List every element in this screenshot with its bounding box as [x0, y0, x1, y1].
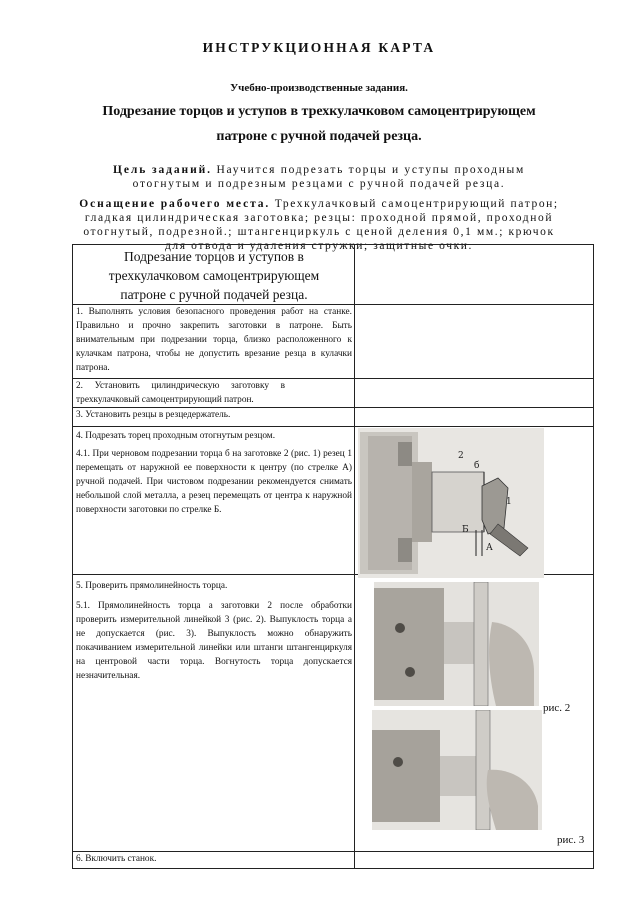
step-4-title: 4. Подрезать торец проходным отогнутым резцом.: [76, 431, 276, 441]
figure-1-label-bb: Б: [462, 525, 469, 535]
step-3-empty-cell: [355, 408, 594, 427]
step-1-cell: 1. Выполнять условия безопасного проведения работ на станке. Правильно и прочно закрепить заготовки в патроне. Быть внимательным при подрезании торца, близко расположенного к кулачкам патрона, чтобы не допустить врезание резца в кулачки патрона.: [73, 305, 355, 379]
table-header-empty-cell: [355, 245, 594, 305]
step-6-cell: 6. Включить станок.: [73, 852, 355, 869]
step-5-cell: [73, 575, 355, 852]
document-subtitle: Учебно-производственные задания.: [230, 82, 408, 94]
figure-1-label-2: 2: [458, 451, 464, 461]
step-2-empty-cell: [355, 379, 594, 408]
topic-heading-line-2: патроне с ручной подачей резца.: [216, 129, 422, 144]
step-2-line-1: 2. Установить цилиндрическую заготовку в: [76, 381, 285, 391]
step-2-line-2: трехкулачковый самоцентрирующий патрон.: [76, 395, 254, 405]
equipment-text-4: для отвода и удаления стружки; защитные очки.: [164, 240, 474, 252]
figure-1-label-a: А: [486, 543, 493, 553]
table-header-line-2: трехкулачковом самоцентрирующем: [108, 268, 320, 283]
figure-3-caption: рис. 3: [557, 834, 585, 846]
goal-text-2: отогнутым и подрезным резцами с ручной подачей резца.: [132, 178, 506, 190]
table-header-line-1: Подрезание торцов и уступов в: [124, 249, 304, 264]
table-header-line-3: патроне с ручной подачей резца.: [120, 287, 308, 302]
figure-3-convexity-check-image: [372, 710, 542, 830]
figure-1-chuck-cutter-image: [358, 428, 544, 578]
step-5-title: 5. Проверить прямолинейность торца.: [76, 581, 228, 591]
goal-line-1: [0, 164, 638, 176]
figure-2-caption: рис. 2: [543, 702, 571, 714]
figure-2-ruler-check-image: [374, 582, 539, 706]
equipment-text-2: гладкая цилиндрическая заготовка; резцы: проходной прямой, проходной: [84, 212, 554, 224]
step-5-1-text: 5.1. Прямолинейность торца а заготовки 2 после обработки проверить измерительной линейкой 3 (рис. 2). Выпуклость торца а не допускается (рис. 3). Выпуклость можно обнаружить покачиванием измерительной линейки или штанги штангенциркуля на центровой части торца. Вогнутость торца допускается незначительная.: [76, 601, 352, 681]
figure-1-label-1: 1: [506, 497, 512, 507]
equipment-line-1: [0, 198, 638, 210]
equipment-text-3: отогнутый, подрезной.; штангенциркуль с ценой деления 0,1 мм.; крючок: [83, 226, 555, 238]
step-1-empty-cell: [355, 305, 594, 379]
step-4-cell: [73, 427, 355, 575]
step-6-empty-cell: [355, 852, 594, 869]
step-3-cell: 3. Установить резцы в резцедержатель.: [73, 408, 355, 427]
goal-text-1: Научится подрезать торцы и уступы проходным: [216, 164, 525, 176]
equipment-text-1: Трехкулачковый самоцентрирующий патрон;: [274, 198, 559, 210]
document-title: ИНСТРУКЦИОННАЯ КАРТА: [202, 40, 436, 55]
table-header-cell: [73, 245, 355, 305]
step-4-1-text: 4.1. При черновом подрезании торца б на заготовке 2 (рис. 1) резец 1 перемещать от наружной ее поверхности к центру (по стрелке А) ручной подачей. При чистовом подрезании рекомендуется снимать небольшой слой металла, а резец перемещать от центра к наружной поверхности заготовки по стрелке Б.: [76, 449, 352, 515]
step-2-cell: [73, 379, 355, 408]
topic-heading-line-1: Подрезание торцов и уступов в трехкулачковом самоцентрирующем: [102, 104, 536, 119]
goal-label: Цель заданий.: [113, 164, 212, 176]
equipment-label: Оснащение рабочего места.: [79, 198, 271, 210]
figure-1-label-b: б: [474, 461, 480, 471]
